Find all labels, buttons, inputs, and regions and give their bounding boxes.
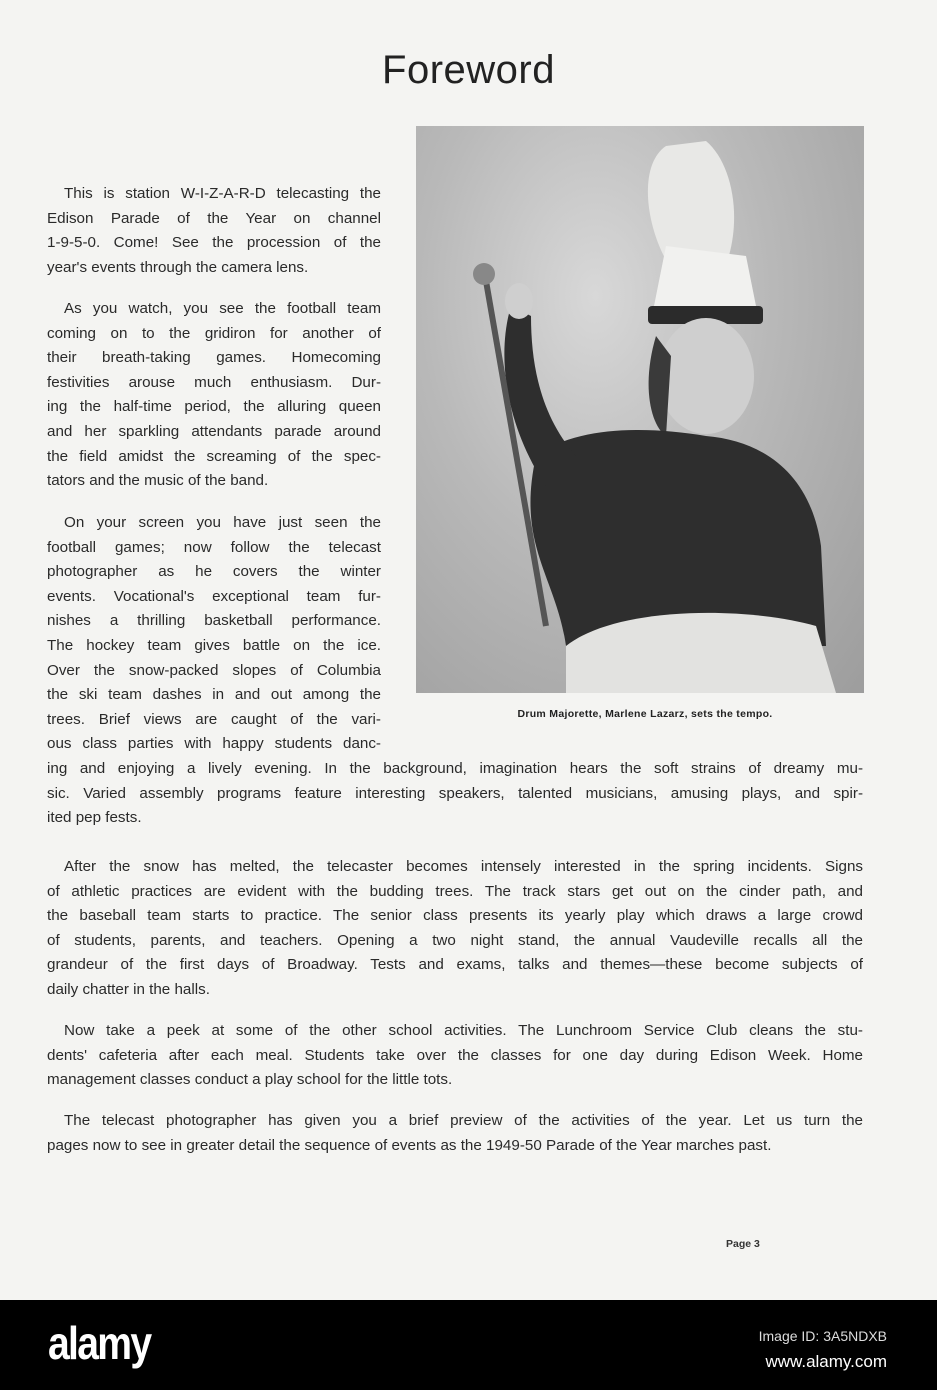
paragraph [47, 182, 381, 280]
paragraph [47, 297, 381, 494]
text-line: ing and enjoying a lively evening. In the background, imagination hears the soft strains of dreamy mu- [47, 759, 863, 777]
text-line: management classes conduct a play school for the little tots. [47, 1071, 453, 1089]
text-line: the baseball team starts to practice. The senior class presents its yearly play which draws a large crowd [47, 907, 863, 925]
image-id: Image ID: 3A5NDXB [758, 1328, 887, 1344]
text-line: 1-9-5-0. Come! See the procession of the [47, 234, 381, 252]
text-line: the ski team dashes in and out among the [47, 686, 381, 704]
text-line: grandeur of the first days of Broadway. Tests and exams, talks and themes—these become subjects of [47, 956, 863, 974]
drum-majorette-photo [416, 126, 864, 693]
text-line: tators and the music of the band. [47, 472, 269, 490]
text-line: sic. Varied assembly programs feature interesting speakers, talented musicians, amusing plays, and spir- [47, 784, 863, 802]
text-line: This is station W-I-Z-A-R-D telecasting the [64, 185, 381, 202]
text-line: Over the snow-packed slopes of Columbia [47, 661, 381, 679]
text-line: and her sparkling attendants parade around [47, 422, 381, 440]
text-line: coming on to the gridiron for another of [47, 324, 381, 342]
paragraph [47, 855, 863, 1003]
text-line: ous class parties with happy students danc- [47, 735, 381, 753]
text-line: photographer as he covers the winter [47, 563, 381, 581]
text-line: dents' cafeteria after each meal. Students take over the classes for one day during Edison Week. Home [47, 1046, 863, 1064]
text-line: football games; now follow the telecast [47, 538, 381, 556]
text-line: pages now to see in greater detail the sequence of events as the 1949-50 Parade of the Year marches past. [47, 1136, 772, 1154]
paragraph [47, 1019, 863, 1093]
text-line: festivities arouse much enthusiasm. Dur- [47, 373, 381, 391]
text-line: of students, parents, and teachers. Opening a two night stand, the annual Vaudeville recalls all the [47, 931, 863, 949]
watermark-footer [0, 1300, 937, 1390]
photo-caption: Drum Majorette, Marlene Lazarz, sets the tempo. [517, 708, 773, 720]
text-line: events. Vocational's exceptional team fur- [47, 587, 381, 605]
page-number: Page 3 [726, 1238, 760, 1250]
text-line: year's events through the camera lens. [47, 258, 309, 276]
text-line: of athletic practices are evident with the budding trees. The track stars get out on the cinder path, and [47, 882, 863, 900]
text-line: ing the half-time period, the alluring queen [47, 398, 381, 416]
text-line: nishes a thrilling basketball performance. [47, 612, 381, 630]
text-line: ited pep fests. [47, 809, 142, 827]
text-line: trees. Brief views are caught of the vari- [47, 710, 381, 728]
paragraph [47, 1109, 863, 1158]
alamy-logo: alamy [48, 1317, 151, 1369]
text-line: their breath-taking games. Homecoming [47, 349, 381, 367]
text-line: Edison Parade of the Year on channel [47, 209, 381, 227]
site-url: www.alamy.com [765, 1352, 887, 1371]
text-line: After the snow has melted, the telecaster becomes intensely interested in the spring incidents. Signs [64, 858, 863, 875]
text-line: Now take a peek at some of the other school activities. The Lunchroom Service Club cleans the stu- [64, 1022, 863, 1039]
text-line: The hockey team gives battle on the ice. [47, 636, 381, 654]
text-line: As you watch, you see the football team [64, 300, 381, 317]
text-line: daily chatter in the halls. [47, 980, 210, 998]
text-line: The telecast photographer has given you a brief preview of the activities of the year. Let us turn the [64, 1112, 863, 1129]
text-line: On your screen you have just seen the [64, 514, 381, 531]
majorette-illustration [416, 126, 864, 693]
page-title: Foreword [382, 48, 555, 92]
text-line: the field amidst the screaming of the spec- [47, 447, 381, 465]
